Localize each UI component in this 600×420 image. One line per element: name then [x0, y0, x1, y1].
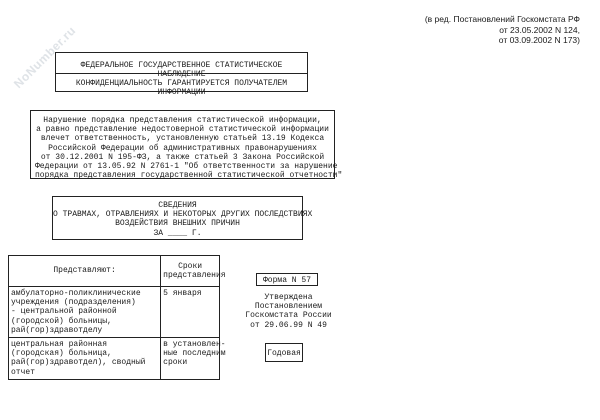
table-header-row	[9, 256, 220, 287]
warning-text	[35, 116, 343, 181]
warning-line: влечет ответственность, установленную статьей 13.19 Кодекса	[40, 134, 325, 144]
table-cell	[161, 338, 226, 380]
warning-line: Нарушение порядка представления статистической информации,	[43, 116, 322, 125]
cell-line: отчет	[11, 367, 36, 377]
edition-line: от 23.05.2002 N 124,	[499, 24, 580, 35]
watermark: NoNumber.ru	[11, 23, 79, 91]
edition-line: от 03.09.2002 N 173)	[498, 35, 580, 45]
cell-line: рай(гор)здравотдел), сводный	[11, 358, 146, 368]
table-row	[9, 338, 220, 380]
confidentiality-title: КОНФИДЕНЦИАЛЬНОСТЬ ГАРАНТИРУЕТСЯ ПОЛУЧАТЕЛЕМ ИНФОРМАЦИИ	[75, 79, 288, 98]
cell-line: рай(гор)здравотделу	[11, 325, 103, 335]
report-title-line: ВОЗДЕЙСТВИЯ ВНЕШНИХ ПРИЧИН	[115, 219, 240, 229]
cell-line: - центральной районной	[11, 307, 117, 317]
column-header-deadlines	[161, 256, 226, 287]
approval-line: от 29.06.99 N 49	[250, 320, 327, 330]
approval-note	[226, 293, 351, 330]
header-line: Сроки	[178, 261, 203, 271]
table-row	[9, 287, 220, 338]
periodicity-box-outer	[265, 343, 303, 362]
column-header-submitters: Представляют:	[9, 256, 161, 287]
cell-line: (городская) больница,	[11, 349, 112, 359]
approval-line: Госкомстата России	[245, 311, 332, 321]
edition-line: (в ред. Постановлений Госкомстата РФ	[424, 14, 580, 24]
observation-title: ФЕДЕРАЛЬНОЕ ГОСУДАРСТВЕННОЕ СТАТИСТИЧЕСКОЕ НАБЛЮДЕНИЕ	[80, 61, 283, 80]
header-box	[55, 52, 308, 98]
header-line: представления	[163, 271, 226, 280]
cell-line: сроки	[163, 358, 188, 368]
cell-line: (городской) больницы,	[11, 316, 112, 326]
periodicity-label: Годовая	[267, 349, 301, 358]
warning-line: Российской Федерации об административных правонарушениях	[48, 143, 317, 153]
cell-line: амбулаторно-поликлинические	[11, 289, 141, 298]
cell-line: учреждения (подразделения)	[11, 298, 136, 308]
form-number: Форма N 57	[262, 276, 311, 285]
table-cell	[161, 287, 220, 338]
report-title-line: ЗА ____ Г.	[153, 228, 202, 238]
cell-line: центральная районная	[11, 340, 108, 350]
report-title	[53, 201, 313, 238]
submitters-table	[8, 255, 226, 380]
warning-line: а равно представление недостоверной статистической информации	[36, 125, 329, 135]
cell-line: ные последним	[163, 349, 226, 359]
approval-line: Постановлением	[254, 302, 323, 312]
approval-line: Утверждена	[264, 293, 313, 302]
table-cell	[9, 287, 161, 338]
report-title-line: О ТРАВМАХ, ОТРАВЛЕНИЯХ И НЕКОТОРЫХ ДРУГИХ ПОСЛЕДСТВИЯХ	[53, 210, 313, 220]
form-number-box	[256, 273, 318, 286]
table-cell	[9, 338, 161, 380]
cell-line: в установлен-	[163, 340, 226, 350]
cell-line: 5 января	[163, 289, 202, 298]
warning-line: от 30.12.2001 N 195-ФЗ, а также статьей 3 Закона Российской	[40, 152, 325, 162]
header-divider	[56, 73, 307, 74]
warning-box	[30, 110, 343, 181]
warning-line: Федерации от 13.05.92 N 2761-1 "Об ответственности за нарушение	[35, 162, 338, 172]
edition-note	[425, 14, 580, 46]
report-title-line: СВЕДЕНИЯ	[158, 201, 197, 210]
warning-line: порядка представления государственной статистической отчетности"	[35, 171, 343, 181]
report-title-box	[52, 196, 313, 240]
